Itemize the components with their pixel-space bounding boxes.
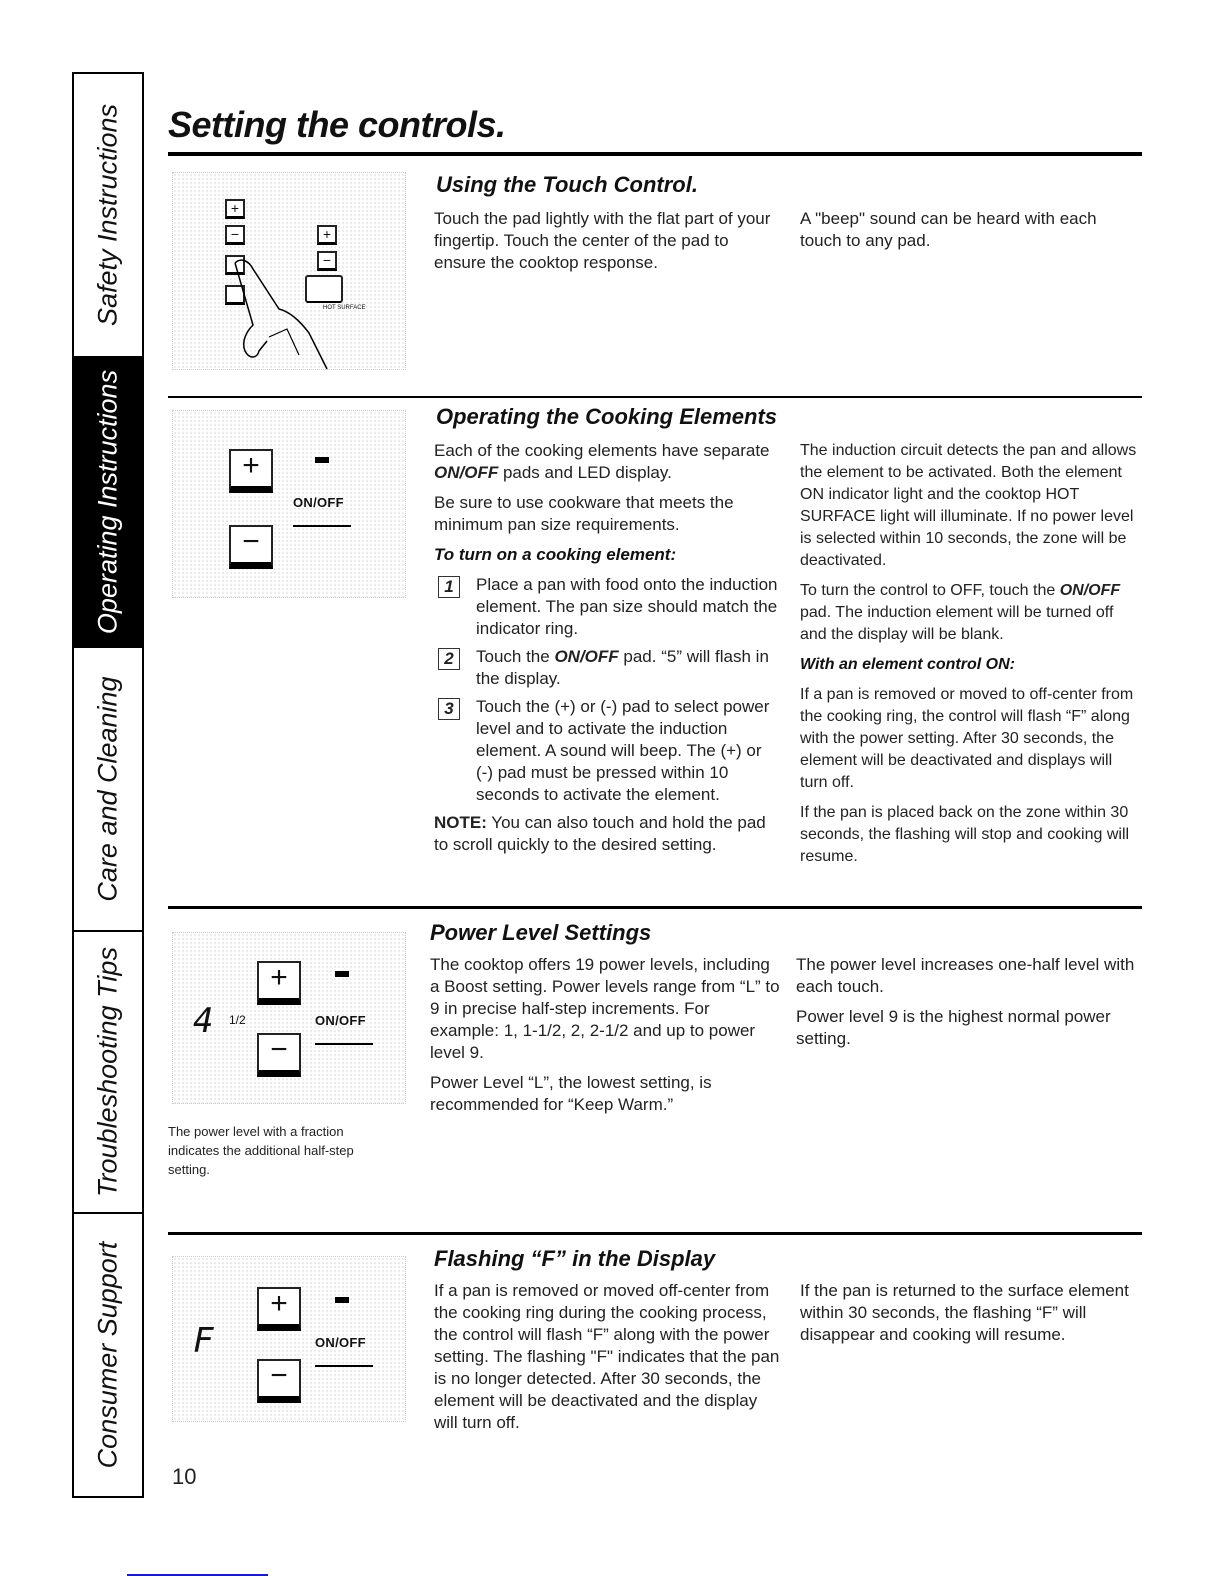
- led-indicator-icon: [315, 457, 329, 463]
- tab-operating-instructions[interactable]: [74, 358, 142, 648]
- section-divider: [168, 396, 1142, 398]
- plus-pad-icon: +: [257, 961, 301, 1005]
- onoff-label: ON/OFF: [315, 1335, 366, 1350]
- step-item: 2 Touch the ON/OFF pad. “5” will flash in the display.: [434, 646, 780, 690]
- led-indicator-icon: [335, 1297, 349, 1303]
- seven-segment-display: 4: [193, 1001, 214, 1041]
- page-number: 10: [172, 1464, 197, 1489]
- page-title: Setting the controls.: [168, 104, 506, 145]
- onoff-underline: [315, 1043, 373, 1045]
- onoff-underline: [315, 1365, 373, 1367]
- title-divider: [168, 152, 1142, 156]
- power-level-caption: The power level with a fraction indicates the additional half-step setting.: [168, 1124, 354, 1177]
- subheading: To turn on a cooking element:: [434, 545, 677, 564]
- operating-left-column: Each of the cooking elements have separate ON/OFF pads and LED display. Be sure to use cookware that meets the minimum pan size requirements. To turn on a cooking element: 1 Place a pan with food onto the induction element. The pan size should match the indicator ring. 2 Touch the ON/OFF pad. “5” will flash in the display. 3 Touch the (+) or (-) pad to select power level and to activate the induction element. A sound will beep. The (+) or (-) pad must be pressed within 10 seconds to activate the element. NOTE: You can also touch and hold the pad to scroll quickly to the desired setting.: [434, 440, 780, 864]
- tab-label: Operating Instructions: [92, 369, 123, 635]
- plus-pad-icon: +: [225, 199, 245, 219]
- tab-label: Safety Instructions: [92, 103, 123, 327]
- tab-label: Care and Cleaning: [92, 676, 123, 902]
- subheading: With an element control ON:: [800, 656, 1015, 673]
- power-level-left-column: The cooktop offers 19 power levels, including a Boost setting. Power levels range from “L” to 9 in precise half-step increments. For example: 1, 1-1/2, 2, 2-1/2 and up to power level 9. Power Level “L”, the lowest setting, is recommended for “Keep Warm.”: [430, 955, 780, 1114]
- onoff-pad-illustration: [172, 410, 406, 598]
- tab-label: Consumer Support: [92, 1241, 123, 1469]
- step-number: 1: [438, 576, 460, 598]
- onoff-underline: [293, 525, 351, 527]
- plus-pad-icon: +: [317, 225, 337, 245]
- touch-control-illustration: [172, 172, 406, 370]
- section-heading-power-level: Power Level Settings: [430, 920, 652, 945]
- section-heading-operating: Operating the Cooking Elements: [436, 404, 778, 429]
- operating-right-column: The induction circuit detects the pan and allows the element to be activated. Both the element ON indicator light and the cooktop HOT SURFACE light will illuminate. If no power level is selected within 10 seconds, the zone will be deactivated. To turn the control to OFF, touch the ON/OFF pad. The induction element will be turned off and the display will be blank. With an element control ON: If a pan is removed or moved to off-center from the cooking ring, the control will flash “F” along with the power setting. After 30 seconds, the element will be deactivated and displays will turn off. If the pan is placed back on the zone within 30 seconds, the flashing will stop and cooking will resume.: [800, 440, 1142, 876]
- seven-segment-display: F: [193, 1321, 214, 1361]
- note: NOTE: You can also touch and hold the pad to scroll quickly to the desired setting.: [434, 813, 766, 854]
- section-heading-touch-control: Using the Touch Control.: [436, 172, 698, 197]
- minus-pad-icon: −: [225, 225, 245, 245]
- link-underline[interactable]: [127, 1574, 268, 1576]
- flashing-f-illustration: [172, 1256, 406, 1422]
- step-item: 3 Touch the (+) or (-) pad to select power level and to activate the induction element. A sound will beep. The (+) or (-) pad must be pressed within 10 seconds to activate the element.: [434, 696, 780, 806]
- plus-pad-icon: +: [257, 1287, 301, 1331]
- minus-pad-icon: −: [317, 251, 337, 271]
- power-level-right-column: The power level increases one-half level with each touch. Power level 9 is the highest normal power setting.: [796, 955, 1135, 1048]
- flashing-f-left-column: If a pan is removed or moved off-center from the cooking ring during the cooking process, the control will flash “F” along with the power setting. The flashing "F" indicates that the pan is no longer detected. After 30 seconds, the element will be deactivated and the display will turn off.: [434, 1281, 780, 1432]
- step-number: 2: [438, 648, 460, 670]
- onoff-label: ON/OFF: [293, 495, 344, 510]
- section-heading-flashing-f: Flashing “F” in the Display: [434, 1246, 716, 1271]
- tab-safety-instructions[interactable]: [74, 74, 142, 358]
- plus-pad-icon: +: [229, 449, 273, 493]
- minus-pad-icon: −: [229, 525, 273, 569]
- minus-pad-icon: −: [257, 1359, 301, 1403]
- touch-control-right-column: A "beep" sound can be heard with each touch to any pad.: [800, 209, 1097, 250]
- fraction-label: 1/2: [229, 1013, 246, 1027]
- section-tabs: [72, 72, 144, 1498]
- touch-control-left-column: Touch the pad lightly with the flat part of your fingertip. Touch the center of the pad to ensure the cooktop response.: [434, 209, 771, 272]
- tab-care-and-cleaning[interactable]: [74, 648, 142, 932]
- led-indicator-icon: [335, 971, 349, 977]
- section-divider: [168, 906, 1142, 909]
- step-number: 3: [438, 698, 460, 720]
- tab-troubleshooting-tips[interactable]: [74, 932, 142, 1214]
- step-item: 1 Place a pan with food onto the induction element. The pan size should match the indicator ring.: [434, 574, 780, 640]
- finger-hand-icon: [227, 255, 367, 375]
- minus-pad-icon: −: [257, 1033, 301, 1077]
- section-divider: [168, 1232, 1142, 1235]
- power-level-illustration: [172, 932, 406, 1104]
- tab-consumer-support[interactable]: [74, 1214, 142, 1496]
- tab-label: Troubleshooting Tips: [92, 947, 123, 1197]
- flashing-f-right-column: If the pan is returned to the surface element within 30 seconds, the flashing “F” will disappear and cooking will resume.: [800, 1281, 1129, 1344]
- onoff-label: ON/OFF: [315, 1013, 366, 1028]
- hot-surface-label: HOT SURFACE: [323, 305, 366, 311]
